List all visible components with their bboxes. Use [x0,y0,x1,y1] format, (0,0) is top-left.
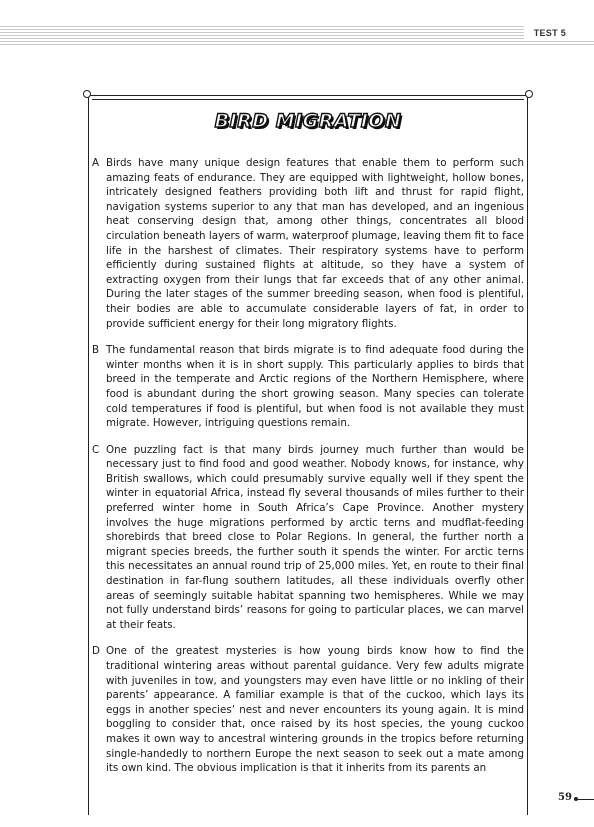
paragraph-text: One of the greatest mysteries is how young birds know how to find the traditional wintering areas without parental guidance. Very few adults migrate with juveniles in tow, and youngsters may even have little or no inkling of their parents’ appearance. A familiar example is that of the cuckoo, which lays its eggs in another species’ nest and never encounters its young again. It is mind boggling to consider that, once raised by its host species, the young cuckoo makes it own way to ancestral wintering grounds in the tropics before returning single-handedly to northern Europe the next season to seek out a mate among its own kind. The obvious implication is that it inherits from its parents an [106,645,524,775]
article-title: BIRD MIGRATION [214,110,402,132]
paragraph-letter: B [92,344,100,357]
article-body [92,156,524,788]
paragraph-text: The fundamental reason that birds migrate is to find adequate food during the winter months when it is in short supply. This particularly applies to birds that breed in the temperate and Arctic regions of the Northern Hemisphere, where food is abundant during the short growing season. Many species can tolerate cold temperatures if food is plentiful, but when food is not available they must migrate. However, intriguing questions remain. [106,344,524,430]
frame-corner-left-icon [83,90,91,98]
paragraph-letter: A [92,157,100,169]
paragraph-b [92,343,524,431]
test-label: TEST 5 [524,26,594,40]
header-stripes [0,26,594,46]
page-number: 59 [558,792,572,803]
page-number-rule [578,799,594,800]
frame-corner-right-icon [525,90,533,98]
paragraph-d [92,644,524,775]
paragraph-letter: C [92,443,100,456]
paragraph-a [92,156,524,331]
paragraph-text: Birds have many unique design features that enable them to perform such amazing feats of endurance. They are equipped with lightweight, hollow bones, intricately designed feathers providing both lift and thrust for rapid flight, navigation systems superior to any that man has developed, and an ingenious heat conserving design that, among other things, concentrates all blood circulation beneath layers of warm, waterproof plumage, leaving them fit to face life in the harshest of climates. Their respiratory systems have to perform efficiently during sustained flights at altitude, so they have a system of extracting oxygen from their lungs that far exceeds that of any other animal. During the later stages of the summer breeding season, when food is plentiful, their bodies are able to accumulate considerable layers of fat, in order to provide sufficient energy for their long migratory flights. [106,157,524,330]
paragraph-letter: D [92,645,100,658]
paragraph-text: One puzzling fact is that many birds journey much further than would be necessary just to find food and good weather. Nobody knows, for instance, why British swallows, which could presumably survive equally well if they spent the winter in equatorial Africa, instead fly several thousands of miles further to their preferred winter home in South Africa’s Cape Province. Another mystery involves the huge migrations performed by arctic terns and mudflat-feeding shorebirds that breed close to Polar Regions. In general, the further north a migrant species breeds, the further south it spends the winter. For arctic terns this necessitates an annual round trip of 25,000 miles. Yet, en route to their final destination in far-flung southern latitudes, all these individuals overfly other areas of seemingly suitable habitat spanning two hemispheres. While we may not fully understand birds’ reasons for going to particular places, we can marvel at their feats. [106,443,524,631]
paragraph-c [92,443,524,633]
